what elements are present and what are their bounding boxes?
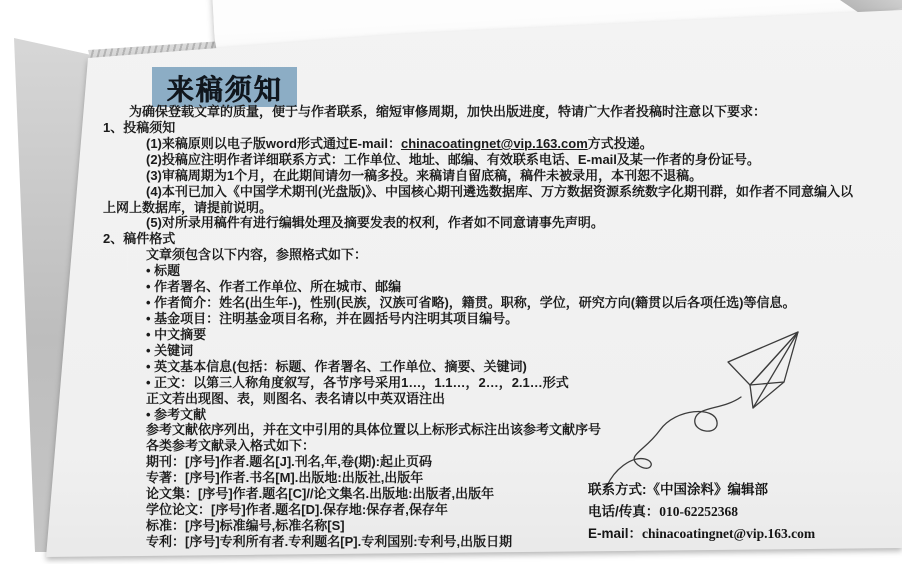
doc-line: • 作者简介：姓名(出生年-)，性别(民族，汉族可省略)，籍贯。职称，学位，研究方向(籍贯以后各项任选)等信息。 (146, 295, 796, 311)
contact-email (588, 523, 815, 545)
contact-phone-label: 电话/传真： (588, 504, 660, 519)
doc-line: • 作者署名、作者工作单位、所在城市、邮编 (146, 279, 402, 295)
doc-line: • 正文：以第三人称角度叙写，各节序号采用1…，1.1…，2…，2.1…形式 (146, 374, 569, 390)
doc-line: 参考文献依序列出，并在文中引用的具体位置以上标形式标注出该参考文献序号 (146, 422, 602, 438)
doc-line: 文章须包含以下内容，参照格式如下： (146, 247, 368, 263)
doc-line: • 标题 (146, 263, 181, 279)
page-title-box (152, 67, 297, 107)
doc-line (146, 136, 883, 152)
doc-line: 专著：[序号]作者.书名[M].出版地:出版社,出版年 (146, 470, 424, 486)
doc-line: (3)审稿周期为1个月，在此期间请勿一稿多投。来稿请自留底稿，稿件未被录用，本刊恕不退稿。 (146, 167, 703, 183)
doc-line: (5)对所录用稿件有进行编辑处理及摘要发表的权利，作者如不同意请事先声明。 (146, 215, 604, 231)
contact-phone-value: 010-62252368 (659, 504, 739, 519)
contact-department: 联系方式:《中国涂料》编辑部 (588, 482, 768, 497)
doc-line: 期刊：[序号]作者.题名[J].刊名,年,卷(期):起止页码 (146, 454, 432, 470)
contact-block (588, 479, 815, 545)
doc-line: 1、投稿须知 (103, 119, 176, 135)
paper-plane-doodle (600, 296, 810, 491)
doc-line: • 关键词 (146, 342, 194, 358)
doc-line: • 中文摘要 (146, 326, 207, 342)
doc-line: • 参考文献 (146, 406, 207, 422)
doc-line: • 基金项目：注明基金项目名称，并在圆括号内注明其项目编号。 (146, 310, 519, 326)
doc-line: 上网上数据库，请提前说明。 (103, 199, 273, 215)
doc-line: • 英文基本信息(包括：标题、作者署名、工作单位、摘要、关键词) (146, 358, 527, 374)
contact-phone (588, 501, 815, 523)
doc-line: 论文集：[序号]作者.题名[C]//论文集名.出版地:出版者,出版年 (146, 486, 495, 502)
page-title: 来稿须知 (166, 73, 283, 106)
contact-email-value[interactable]: chinacoatingnet@vip.163.com (642, 526, 816, 541)
contact-email-label: E-mail： (588, 526, 643, 541)
doc-line: 正文若出现图、表，则图名、表名请以中英双语注出 (146, 390, 446, 406)
doc-line: 标准：[序号]标准编号,标准名称[S] (146, 517, 345, 533)
doc-line: 学位论文：[序号]作者.题名[D].保存地:保存者,保存年 (146, 502, 448, 518)
submission-email-link[interactable]: chinacoatingnet@vip.163.com (400, 135, 588, 151)
doc-text: (1)来稿原则以电子版word形式通过E-mail： (146, 135, 401, 151)
doc-line: (4)本刊已加入《中国学术期刊(光盘版)》、中国核心期刊遴选数据库、万方数据资源系统数字化期刊群，如作者不同意编入以 (146, 183, 854, 199)
doc-line: 各类参考文献录入格式如下： (146, 438, 316, 454)
doc-text: 方式投递。 (587, 135, 653, 151)
doc-line: (2)投稿应注明作者详细联系方式：工作单位、地址、邮编、有效联系电话、E-mail及某一作者的身份证号。 (146, 151, 760, 167)
doc-line: 为确保登载文章的质量，便于与作者联系，缩短审修周期，加快出版进度，特请广大作者投稿时注意以下要求： (129, 104, 767, 119)
doc-line: 2、稿件格式 (103, 231, 176, 247)
doc-line: 专利：[序号]专利所有者.专利题名[P].专利国别:专利号,出版日期 (146, 533, 513, 549)
